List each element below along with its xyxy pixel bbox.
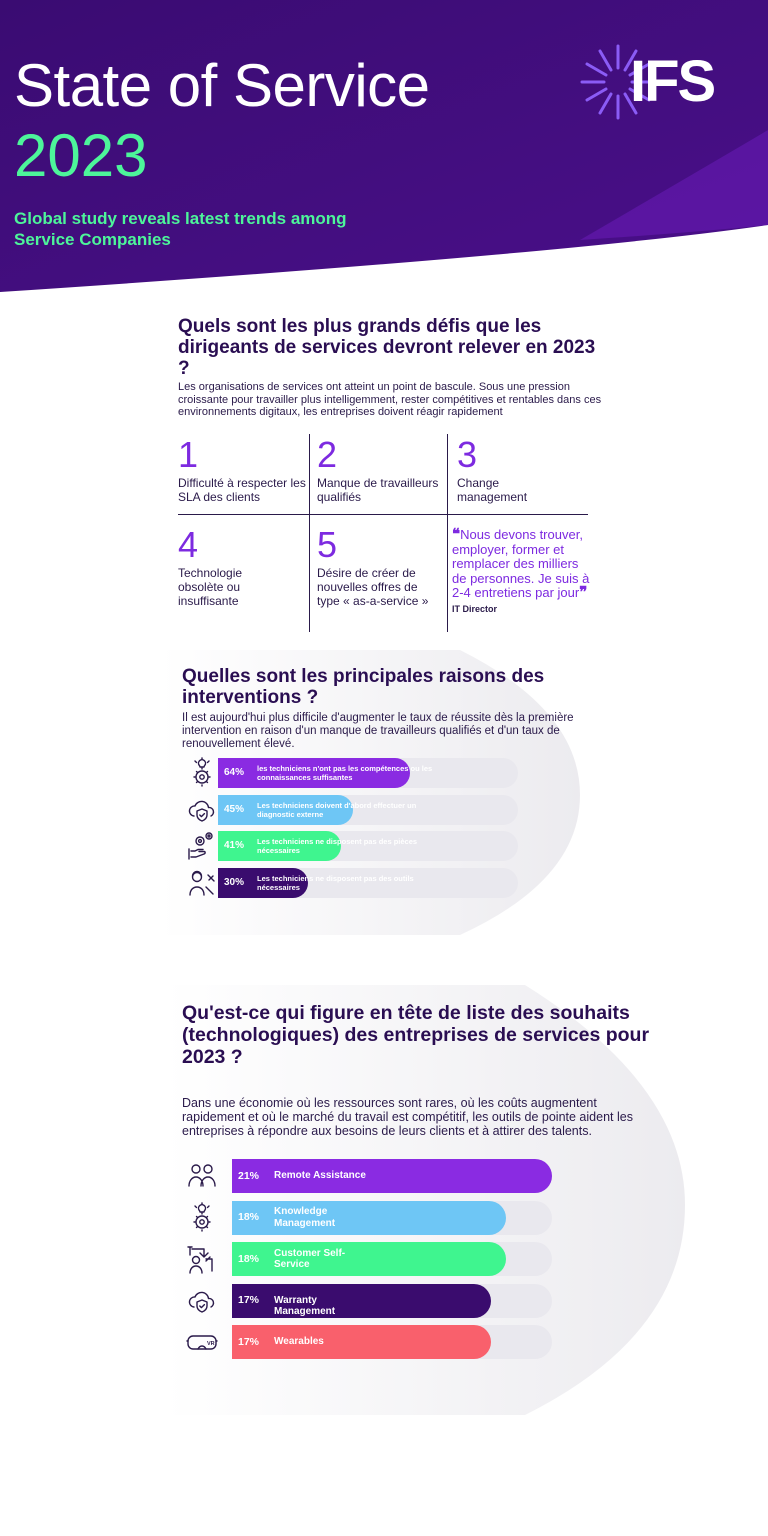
bar-fill bbox=[232, 1325, 491, 1359]
bar-row bbox=[186, 1159, 552, 1191]
bar-percentage: 18% bbox=[238, 1252, 260, 1265]
bar-track bbox=[218, 758, 518, 788]
challenge-number: 4 bbox=[178, 524, 199, 565]
challenge-text: Manque de travailleurs qualifiés bbox=[317, 476, 439, 504]
bar-track bbox=[218, 831, 518, 861]
challenge-number: 2 bbox=[317, 434, 338, 475]
challenge-item bbox=[178, 524, 314, 623]
wishlist-intro: Dans une économie où les ressources sont rares, où les coûts augmentent rapidement et où le marché du travail est compétitif, les outils de pointe aident les entreprises à répondre aux besoins de leurs clients et à attirer des talents. bbox=[182, 1096, 633, 1138]
challenge-number: 5 bbox=[317, 524, 338, 565]
people-icon bbox=[186, 1160, 218, 1192]
report-title: State of Service bbox=[14, 52, 430, 119]
challenges-title: Quels sont les plus grands défis que les dirigeants de services devront relever en 2023 ? bbox=[178, 316, 596, 379]
bar-percentage: 17% bbox=[238, 1335, 260, 1348]
bar-track bbox=[232, 1284, 552, 1318]
quote-open-mark: ❝ bbox=[452, 526, 461, 543]
bar-row bbox=[186, 1242, 552, 1274]
bar-track bbox=[218, 795, 518, 825]
technician-tools-icon bbox=[186, 867, 218, 899]
bar-track bbox=[232, 1201, 552, 1235]
bar-label: Les techniciens doivent d'abord effectuer un diagnostic externe bbox=[257, 800, 417, 819]
bar-fill bbox=[218, 831, 418, 861]
bar-label: Customer Self-Service bbox=[274, 1247, 346, 1270]
challenge-item bbox=[457, 434, 593, 533]
challenge-text: Change management bbox=[457, 476, 528, 504]
bar-percentage: 41% bbox=[224, 840, 245, 851]
quote-close-mark: ❞ bbox=[579, 584, 588, 601]
ifs-logo-text: IFS bbox=[630, 49, 715, 114]
bar-label: Warranty Management bbox=[274, 1294, 336, 1318]
bar-fill bbox=[232, 1284, 491, 1318]
bar-label: Wearables bbox=[274, 1336, 324, 1348]
lightbulb-gear-icon bbox=[186, 1202, 218, 1234]
bar-percentage: 18% bbox=[238, 1211, 260, 1224]
bar-track bbox=[218, 868, 518, 898]
bar-label: Remote Assistance bbox=[274, 1170, 366, 1182]
bar-fill bbox=[232, 1201, 506, 1235]
quote-body: Nous devons trouver, employer, former et remplacer des milliers de personnes. Je suis à 2-4 entretiens par jour bbox=[452, 527, 590, 600]
bar-label: Les techniciens ne disposent pas des outils nécessaires bbox=[257, 873, 414, 892]
bar-fill bbox=[218, 868, 414, 898]
challenges-intro: Les organisations de services ont atteint un point de bascule. Sous une pression croissante pour travailler plus intelligemment, rester compétitives et rentables dans ces environnements digitaux, les entreprises doivent réagir rapidement bbox=[178, 381, 602, 418]
header-banner bbox=[0, 0, 768, 300]
bar-fill bbox=[232, 1242, 506, 1276]
bar-track bbox=[232, 1325, 552, 1359]
bar-label: les techniciens n'ont pas les compétences ou les connaissances suffisantes bbox=[257, 764, 433, 782]
bar-percentage: 21% bbox=[238, 1169, 260, 1182]
bar-row bbox=[186, 868, 518, 900]
bar-row bbox=[186, 1201, 552, 1233]
interventions-intro: Il est aujourd'hui plus difficile d'augmenter le taux de réussite dès la première intervention en raison d'un manque de travailleurs qualifiés et d'un taux de renouvellement élevé. bbox=[182, 712, 574, 750]
challenge-item bbox=[317, 434, 453, 533]
bar-track bbox=[232, 1242, 552, 1276]
cloud-shield-icon bbox=[186, 1285, 218, 1317]
bar-fill bbox=[218, 795, 417, 825]
bar-row bbox=[186, 758, 518, 790]
report-year: 2023 bbox=[14, 122, 148, 189]
challenge-text: Désire de créer de nouvelles offres de type « as-a-service » bbox=[317, 566, 429, 608]
user-arrows-icon bbox=[186, 1243, 218, 1275]
bar-row bbox=[186, 1325, 552, 1357]
bar-label: Les techniciens ne disposent pas des pièces nécessaires bbox=[257, 837, 418, 855]
challenge-item bbox=[317, 524, 453, 623]
challenge-number: 3 bbox=[457, 434, 478, 475]
quote-block bbox=[452, 526, 592, 625]
bar-percentage: 64% bbox=[224, 767, 245, 778]
cloud-shield-icon bbox=[186, 794, 218, 826]
wishlist-title: Qu'est-ce qui figure en tête de liste des souhaits (technologiques) des entreprises de services pour 2023 ? bbox=[182, 1002, 650, 1068]
lightbulb-gear-icon bbox=[186, 757, 218, 789]
bar-row bbox=[186, 795, 518, 827]
challenge-number: 1 bbox=[178, 434, 199, 475]
bar-label: Knowledge Management bbox=[274, 1206, 336, 1229]
challenge-text: Difficulté à respecter les SLA des clients bbox=[178, 476, 306, 504]
quote-text bbox=[452, 528, 592, 601]
challenge-item bbox=[178, 434, 314, 533]
bar-track bbox=[232, 1159, 552, 1193]
bar-fill bbox=[232, 1159, 552, 1193]
bar-percentage: 30% bbox=[224, 876, 245, 888]
vr-label: VR bbox=[207, 1341, 215, 1347]
bar-percentage: 45% bbox=[224, 803, 245, 815]
bar-row bbox=[186, 1284, 552, 1316]
vr-headset-icon bbox=[186, 1326, 218, 1358]
challenges-grid bbox=[178, 434, 588, 632]
interventions-title: Quelles sont les principales raisons des interventions ? bbox=[182, 666, 545, 708]
quote-author: IT Director bbox=[452, 603, 498, 614]
bar-row bbox=[186, 831, 518, 863]
hand-gears-icon bbox=[186, 830, 218, 862]
bar-percentage: 17% bbox=[238, 1294, 260, 1307]
challenge-text: Technologie obsolète ou insuffisante bbox=[178, 566, 243, 608]
report-subtitle: Global study reveals latest trends among Service Companies bbox=[14, 209, 347, 249]
bar-fill bbox=[218, 758, 433, 788]
